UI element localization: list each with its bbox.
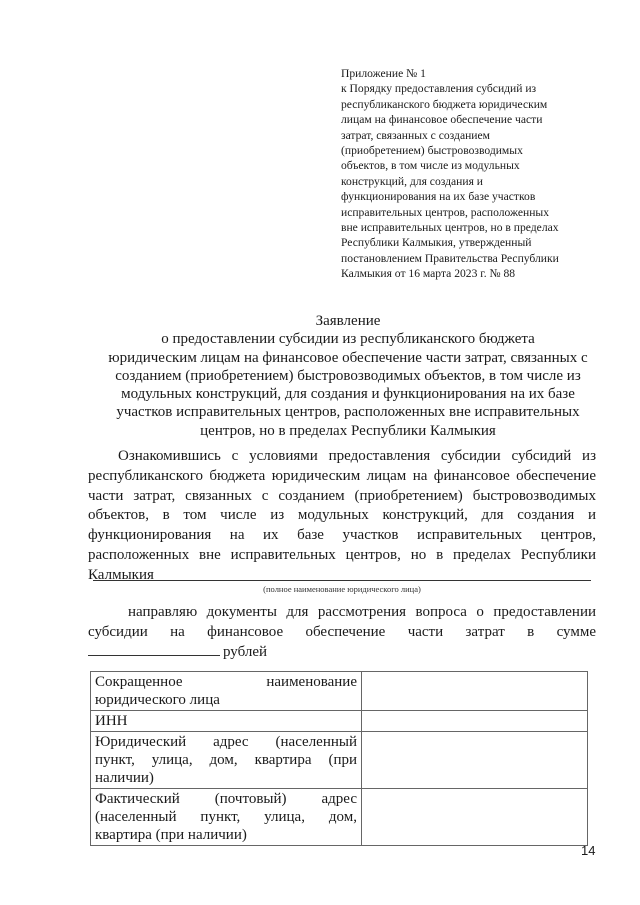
row-label [91, 732, 362, 789]
label-line: (населенный пункт, улица, дом, [95, 809, 357, 825]
row-label [91, 672, 362, 711]
table-row [91, 672, 588, 711]
title-line: о предоставлении субсидии из республиканского бюджета [161, 331, 535, 348]
appendix-line: исправительных центров, расположенных [341, 205, 550, 219]
intro-line: Калмыкия [88, 566, 154, 583]
intro-line: Ознакомившись с условиями предоставления субсидии субсидий из [118, 448, 596, 464]
title-line: участков исправительных центров, расположенных вне исправительных [116, 404, 580, 421]
intro-line: функционирования на их базе участков исправительных центров, [88, 527, 596, 544]
label-line: Фактический (почтовый) адрес [95, 791, 357, 807]
label-line: Сокращенное наименование [95, 674, 357, 690]
title-line: созданием (приобретением) быстровозводимых объектов, в том числе из [115, 367, 581, 384]
row-value-cell[interactable] [362, 732, 588, 789]
label-line: юридического лица [95, 692, 220, 708]
intro-line: расположенных вне исправительных центров, но в пределах Республики [88, 546, 596, 563]
page-number: 14 [581, 843, 596, 858]
direct-line: направляю документы для рассмотрения вопроса о предоставлении [128, 604, 596, 620]
intro-paragraph [88, 447, 596, 586]
applicant-info-table [90, 671, 588, 846]
direct-line: субсидии на финансовое обеспечение части затрат в сумме [88, 623, 596, 640]
legal-entity-name-line[interactable] [93, 580, 591, 581]
row-label [91, 789, 362, 846]
row-label [91, 711, 362, 732]
appendix-line: конструкций, для создания и [341, 174, 484, 188]
appendix-line: республиканского бюджета юридическим [341, 97, 548, 111]
intro-line: объектов, в том числе из модульных конструкций, для создания и [88, 507, 596, 524]
title-line: модульных конструкций, для создания и функционирования на их базе [121, 386, 575, 403]
appendix-line: к Порядку предоставления субсидий из [341, 82, 537, 96]
appendix-line: вне исправительных центров, но в пределах [341, 221, 559, 235]
row-value-cell[interactable] [362, 789, 588, 846]
intro-line: республиканского бюджета юридическим лицам на финансовое обеспечение [88, 467, 596, 484]
amount-blank[interactable] [88, 643, 220, 656]
label-line: ИНН [95, 713, 128, 729]
appendix-line: лицам на финансовое обеспечение части [341, 113, 543, 127]
table-row [91, 711, 588, 732]
direct-paragraph [88, 603, 596, 662]
intro-line: части затрат, связанных с созданием (приобретением) быстровозводимых [88, 487, 596, 504]
statement-title [88, 312, 608, 440]
appendix-line: функционирования на их базе участков [341, 190, 536, 204]
label-line: Юридический адрес (населенный [95, 734, 357, 750]
amount-line [88, 643, 596, 663]
appendix-line: объектов, в том числе из модульных [341, 159, 520, 173]
label-line: наличии) [95, 770, 154, 786]
appendix-line: (приобретением) быстровозводимых [341, 144, 523, 158]
label-line: квартира (при наличии) [95, 827, 247, 843]
table-row [91, 732, 588, 789]
table-row [91, 789, 588, 846]
appendix-line: Калмыкия от 16 марта 2023 г. № 88 [341, 267, 516, 281]
legal-entity-name-caption: (полное наименование юридического лица) [263, 584, 421, 594]
appendix-line: затрат, связанных с созданием [341, 128, 490, 142]
statement-heading: Заявление [315, 313, 381, 329]
appendix-note [341, 66, 591, 282]
title-line: центров, но в пределах Республики Калмыкия [200, 422, 496, 439]
rubles-label: рублей [223, 643, 268, 660]
appendix-line: Республики Калмыкия, утвержденный [341, 236, 532, 250]
label-line: пункт, улица, дом, квартира (при [95, 752, 357, 768]
row-value-cell[interactable] [362, 672, 588, 711]
title-line: юридическим лицам на финансовое обеспечение части затрат, связанных с [108, 349, 588, 366]
row-value-cell[interactable] [362, 711, 588, 732]
appendix-line: Приложение № 1 [341, 67, 426, 80]
appendix-line: постановлением Правительства Республики [341, 251, 559, 265]
